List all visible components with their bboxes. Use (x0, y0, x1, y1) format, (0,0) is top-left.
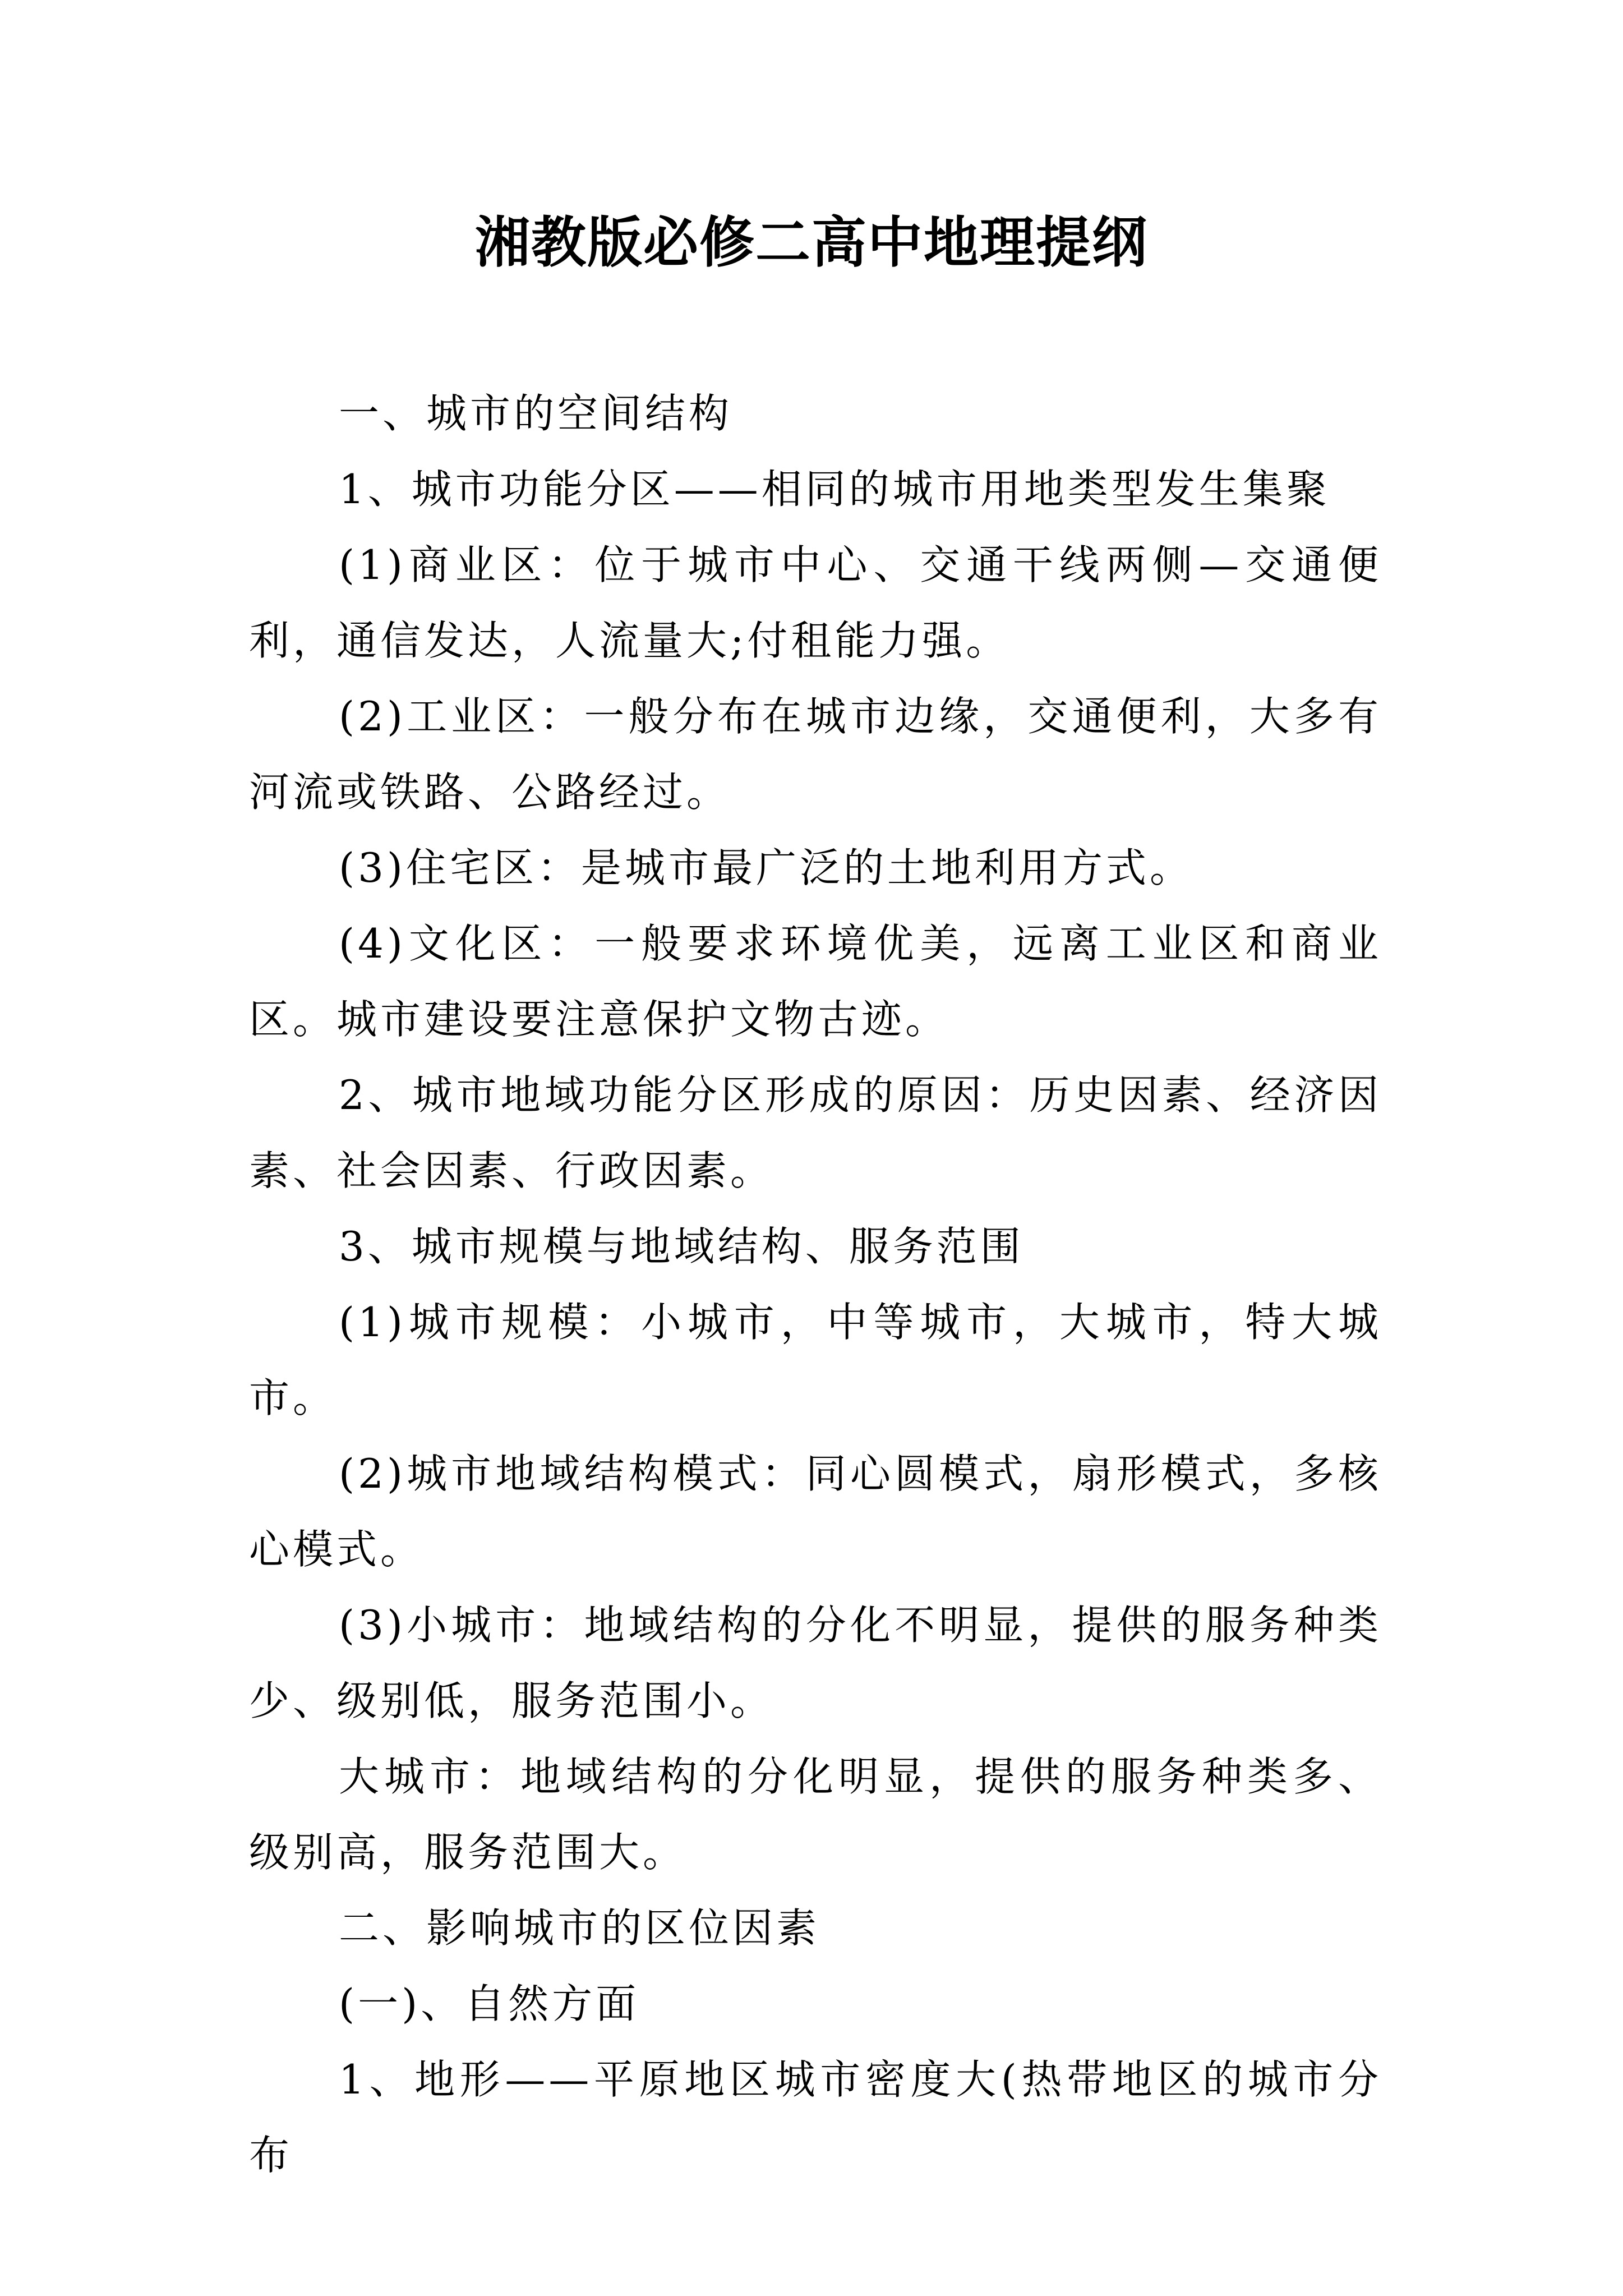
paragraph-zone-formation-causes: 2、城市地域功能分区形成的原因：历史因素、经济因素、社会因素、行政因素。 (249, 1071, 1382, 1194)
paragraph-industrial-zone: (2)工业区：一般分布在城市边缘，交通便利，大多有河流或铁路、公路经过。 (249, 693, 1382, 816)
paragraph-small-city: (3)小城市：地域结构的分化不明显，提供的服务种类少、级别低，服务范围小。 (249, 1602, 1382, 1724)
section-heading-location-factors: 二、影响城市的区位因素 (339, 1904, 820, 1952)
document-title: 湘教版必修二高中地理提纲 (474, 210, 1148, 275)
subsection-heading-natural: (一)、自然方面 (339, 1980, 640, 2027)
paragraph-large-city: 大城市：地域结构的分化明显，提供的服务种类多、级别高，服务范围大。 (249, 1753, 1382, 1876)
paragraph-city-scale-heading: 3、城市规模与地域结构、服务范围 (339, 1223, 1024, 1270)
document-body (249, 376, 1382, 2193)
paragraph-functional-zones: 1、城市功能分区——相同的城市用地类型发生集聚 (339, 466, 1330, 513)
paragraph-terrain: 1、地形——平原地区城市密度大(热带地区的城市分布 (249, 2056, 1382, 2179)
paragraph-commercial-zone: (1)商业区：位于城市中心、交通干线两侧—交通便利，通信发达，人流量大;付租能力强。 (249, 541, 1382, 664)
paragraph-structure-models: (2)城市地域结构模式：同心圆模式，扇形模式，多核心模式。 (249, 1450, 1382, 1573)
paragraph-city-scale: (1)城市规模：小城市，中等城市，大城市，特大城市。 (249, 1299, 1382, 1421)
section-heading-urban-spatial-structure: 一、城市的空间结构 (339, 390, 733, 437)
paragraph-cultural-zone: (4)文化区：一般要求环境优美，远离工业区和商业区。城市建设要注意保护文物古迹。 (249, 920, 1382, 1043)
paragraph-residential-zone: (3)住宅区：是城市最广泛的土地利用方式。 (339, 844, 1193, 891)
